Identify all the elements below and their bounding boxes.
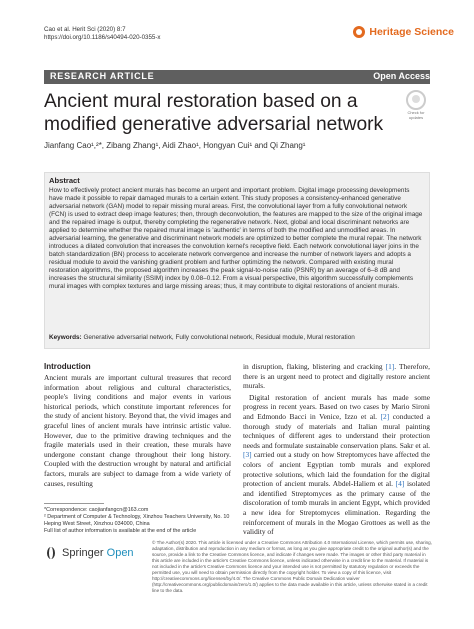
citation [44,26,161,42]
open-access-label: Open Access [373,71,430,81]
check-updates-icon [406,90,426,110]
text-run: in disruption, flaking, blistering and cracking [243,362,386,371]
footnote-divider [44,503,104,504]
reference-link[interactable]: [4] [395,479,405,489]
license-text: © The Author(s) 2020. This article is licensed under a Creative Commons Attribution 4.0 International License, which permits use, sharing, adaptation, distribution and reproduction in any medium or format, as long as you give appropriate credit to the original author(s) and the source, provide a link to the Creative Commons licence, and indicate if changes were made. The images or other third party material in this article are included in the article's Creative Commons licence, unless indicated otherwise in a credit line to the material. If material is not included in the article's Creative Commons licence and your intended use is not permitted by statutory regulation or exceeds the permitted use, you will need to obtain permission directly from the copyright holder. To view a copy of this licence, visit http://creativecommons.org/licenses/by/4.0/. The Creative Commons Public Domain Dedication waiver (http://creativecommons.org/publicdomain/zero/1.0/) applies to the data made available in this article, unless otherwise stated in a credit line to the data. [152,540,433,593]
intro-left-column: Ancient murals are important cultural treasures that record information about religious and cultural characteristics, people's living conditions and major events in various historical periods, which constitute important references for the study of ancient history. Beyond that, the vivid images and graceful lines of ancient murals have intrinsic artistic value. However, due to the primitive drawing techniques and the fragile materials used in their creation, these murals have undergone constant change throughout their long history. Coupled with the destruction wrought by natural and artificial factors, murals are subject to damage from a wide variety of causes, resulting [44,373,231,488]
publisher-logo [44,546,134,560]
reference-link[interactable]: [1] [385,362,395,371]
check-for-updates-button[interactable] [404,90,428,120]
text-run: isolated and identified Streptomyces as the primary cause of the discoloration of tomb murals in ancient Egypt, which provided a new idea for Streptomyces elimination. Regarding the reinforcement of murals in the Mogao Grottoes as well as the validity of [243,479,430,537]
keywords [49,334,425,342]
footnotes [44,507,231,535]
text-run: Digital restoration of ancient murals has made some progress in recent years. Based on two cases by Mario Sironi and Edmondo Bacci in Venice, Izzo et al. [243,392,430,421]
text-run: . Therefore, there is an urgent need to protect and digitally restore ancient murals. [243,362,430,391]
author-list: Jianfang Cao¹,²*, Zibang Zhang¹, Aidi Zhao¹, Hongyan Cui¹ and Qi Zhang¹ [44,141,306,150]
text-run: conducted a thorough study of materials and Italian mural painting techniques of different ages to understand their protection needs and formulate sustainable conservation plans. Sakr et al. [243,411,430,450]
reference-link[interactable]: [2] [380,411,390,421]
correspondence: *Correspondence: caojianfangcn@163.com [44,507,149,513]
publisher-name-part: Springer [62,547,104,559]
text-run: carried out a study on how Streptomyces have affected the colors of ancient Egyptian tomb murals and explored protective solutions, which laid the foundation for the digital protection of ancient murals. Abdel-Haliem et al. [243,450,430,489]
heritage-science-logo-icon [353,26,365,38]
springer-horse-icon [44,546,58,560]
journal-name: Heritage Science [369,26,454,38]
paragraph [243,362,430,391]
keywords-list: Generative adversarial network, Fully convolutional network, Residual module, Mural restoration [83,334,355,341]
journal-logo[interactable] [353,26,454,38]
keywords-label: Keywords: [49,334,82,341]
intro-right-column [243,362,430,539]
publisher-name-part: Open [106,547,134,559]
check-updates-label: Check for updates [407,110,425,120]
author-info-note: Full list of author information is available at the end of the article [44,528,197,534]
affiliation: ² Department of Computer & Technology, Xinzhou Teachers University, No. 10 Heping West Street, Xinzhou 034000, China [44,514,230,527]
publisher-name [62,547,134,559]
article-title: Ancient mural restoration based on a modified generative adversarial network [44,91,384,135]
doi-link[interactable]: https://doi.org/10.1186/s40494-020-0355-x [44,34,161,41]
paragraph [243,393,430,537]
abstract-heading: Abstract [49,176,80,185]
section-heading: Introduction [44,362,91,371]
article-type: RESEARCH ARTICLE [50,71,155,81]
citation-line: Cao et al. Herit Sci (2020) 8:7 [44,26,126,33]
abstract-text: How to effectively protect ancient murals has become an urgent and important problem. Digital image processing developments have made it possible to repair damaged murals to a certain extent. This study proposes a consistency-enhanced generative adversarial network (GAN) model to repair missing mural areas. First, the convolutional layer from a fully convolutional network (FCN) is used to extract deep image features; then, through deconvolution, the features are mapped to the size of the original image and the repaired image is output, thereby completing the regenerative network. Next, global and local discriminant networks are applied to determine whether the repaired mural image is 'authentic' in terms of both the modified and unmodified areas. In adversarial learning, the generative and discriminant network models are optimized to better complete the mural repair. The network introduces a dilated convolution that increases the convolution kernel's receptive field. Each network convolutional layer joins in the batch standardization (BN) process to accelerate network convergence and increase the number of network layers and adopts a residual module to avoid the vanishing gradient problem and further optimizing the network. Compared with existing mural restoration algorithms, the proposed algorithm increases the peak signal-to-noise ratio (PSNR) by an average of 6–8 dB and increases the structural similarity (SSIM) index by 0.08–0.12. From a visual perspective, this algorithm successfully complements mural images with complex textures and large missing areas; thus, it may contribute to digital restorations of ancient murals. [49,187,423,290]
reference-link[interactable]: [3] [243,450,252,460]
